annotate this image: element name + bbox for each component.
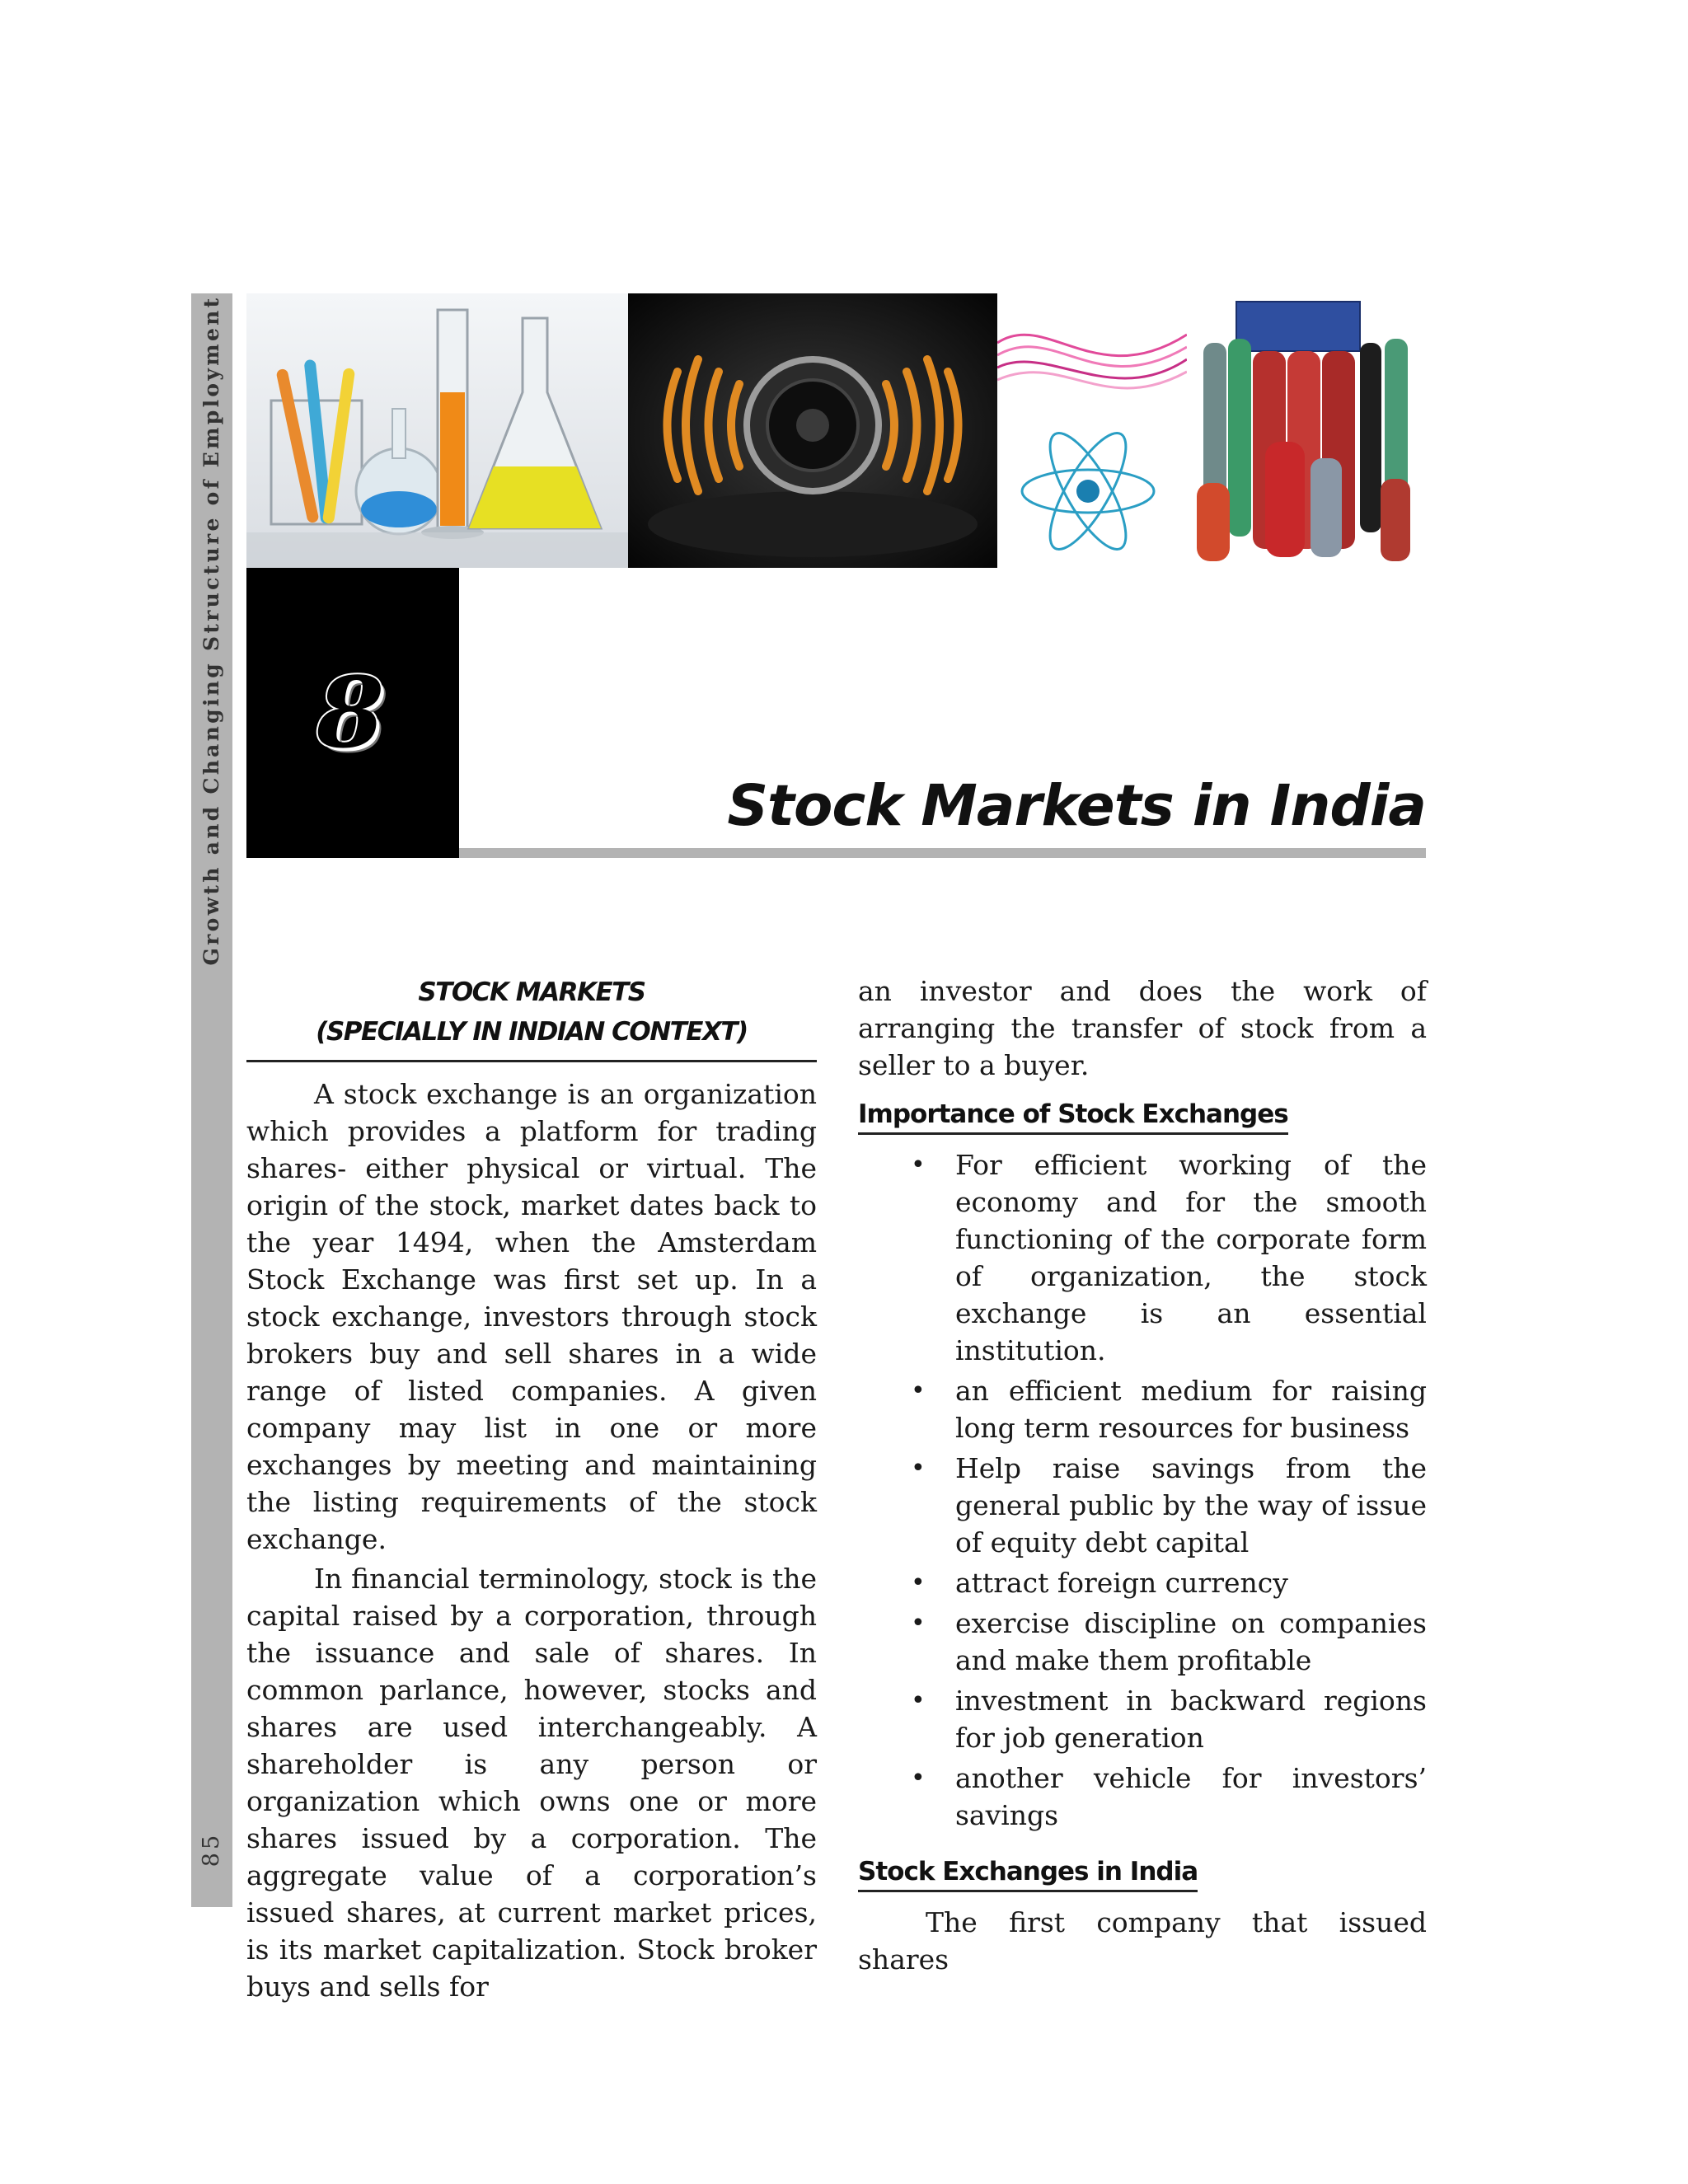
india-heading: Stock Exchanges in India bbox=[858, 1855, 1198, 1892]
bullet-icon: • bbox=[911, 1376, 926, 1405]
list-item-text: exercise discipline on companies and make them profitable bbox=[955, 1607, 1427, 1676]
chapter-title: Stock Markets in India bbox=[727, 773, 1426, 839]
list-item-text: attract foreign currency bbox=[955, 1567, 1288, 1599]
bullet-icon: • bbox=[911, 1151, 926, 1179]
list-item-text: an efficient medium for raising long term resources for business bbox=[955, 1375, 1427, 1444]
running-head: Growth and Changing Structure of Employment bbox=[199, 295, 223, 966]
paragraph-india: The first company that issued shares bbox=[858, 1906, 1427, 1975]
section-heading-rule bbox=[246, 1060, 817, 1062]
bullet-icon: • bbox=[911, 1764, 926, 1793]
gas-cylinders-icon bbox=[1187, 293, 1426, 568]
list-item-text: investment in backward regions for job generation bbox=[955, 1685, 1427, 1754]
importance-heading: Importance of Stock Exchanges bbox=[858, 1098, 1288, 1135]
title-rule bbox=[459, 848, 1426, 858]
chapter-number: 8 bbox=[316, 655, 385, 770]
list-item-text: Help raise savings from the general public by the way of issue of equity debt capital bbox=[955, 1452, 1427, 1558]
list-item-text: another vehicle for investors’ savings bbox=[955, 1762, 1427, 1831]
list-item bbox=[858, 1146, 1427, 1369]
list-item bbox=[858, 1450, 1427, 1561]
page-number: 85 bbox=[199, 1831, 224, 1868]
bullet-icon: • bbox=[911, 1454, 926, 1483]
paragraph-stock-terminology: In financial terminology, stock is the capital raised by a corporation, through the issuance and sale of shares. In common parlance, however, stocks and shares are used interchangeably. A shareholder is any person or organization which owns one or more shares issued by a corporation. The aggregate value of a corporation’s issued shares, at current market prices, is its market capitalization. Stock broker buys and sells for bbox=[246, 1563, 817, 2003]
paragraph-stock-exchange: A stock exchange is an organization which provides a platform for trading shares- either physical or virtual. The origin of the stock, market dates back to the year 1494, when the Amsterdam Stock Exchange was first set up. In a stock exchange, investors through stock brokers buy and sell shares in a wide range of listed companies. A given company may list in one or more exchanges by meeting and maintaining the listing requirements of the stock exchange. bbox=[246, 1078, 817, 1555]
speaker-sound-icon bbox=[628, 293, 997, 568]
list-item-text: For efficient working of the economy and for the smooth functioning of the corporate form of organization, the stock exchange is an essential institution. bbox=[955, 1149, 1427, 1366]
left-column bbox=[246, 972, 817, 2008]
bullet-icon: • bbox=[911, 1609, 926, 1638]
list-item bbox=[858, 1372, 1427, 1446]
list-item bbox=[858, 1682, 1427, 1756]
atom-ribbon-icon bbox=[997, 293, 1187, 568]
right-column bbox=[858, 972, 1427, 1980]
laboratory-glassware-icon bbox=[246, 293, 628, 568]
list-item bbox=[858, 1760, 1427, 1834]
paragraph-continuation: an investor and does the work of arranging the transfer of stock from a seller to a buyer. bbox=[858, 975, 1427, 1081]
importance-list bbox=[858, 1146, 1427, 1834]
section-heading-line1: STOCK MARKETS bbox=[418, 977, 645, 1007]
list-item bbox=[858, 1605, 1427, 1679]
bullet-icon: • bbox=[911, 1686, 926, 1715]
section-heading-line2: (SPECIALLY IN INDIAN CONTEXT) bbox=[316, 1017, 748, 1047]
section-heading bbox=[246, 972, 817, 1052]
bullet-icon: • bbox=[911, 1568, 926, 1597]
list-item bbox=[858, 1564, 1427, 1601]
